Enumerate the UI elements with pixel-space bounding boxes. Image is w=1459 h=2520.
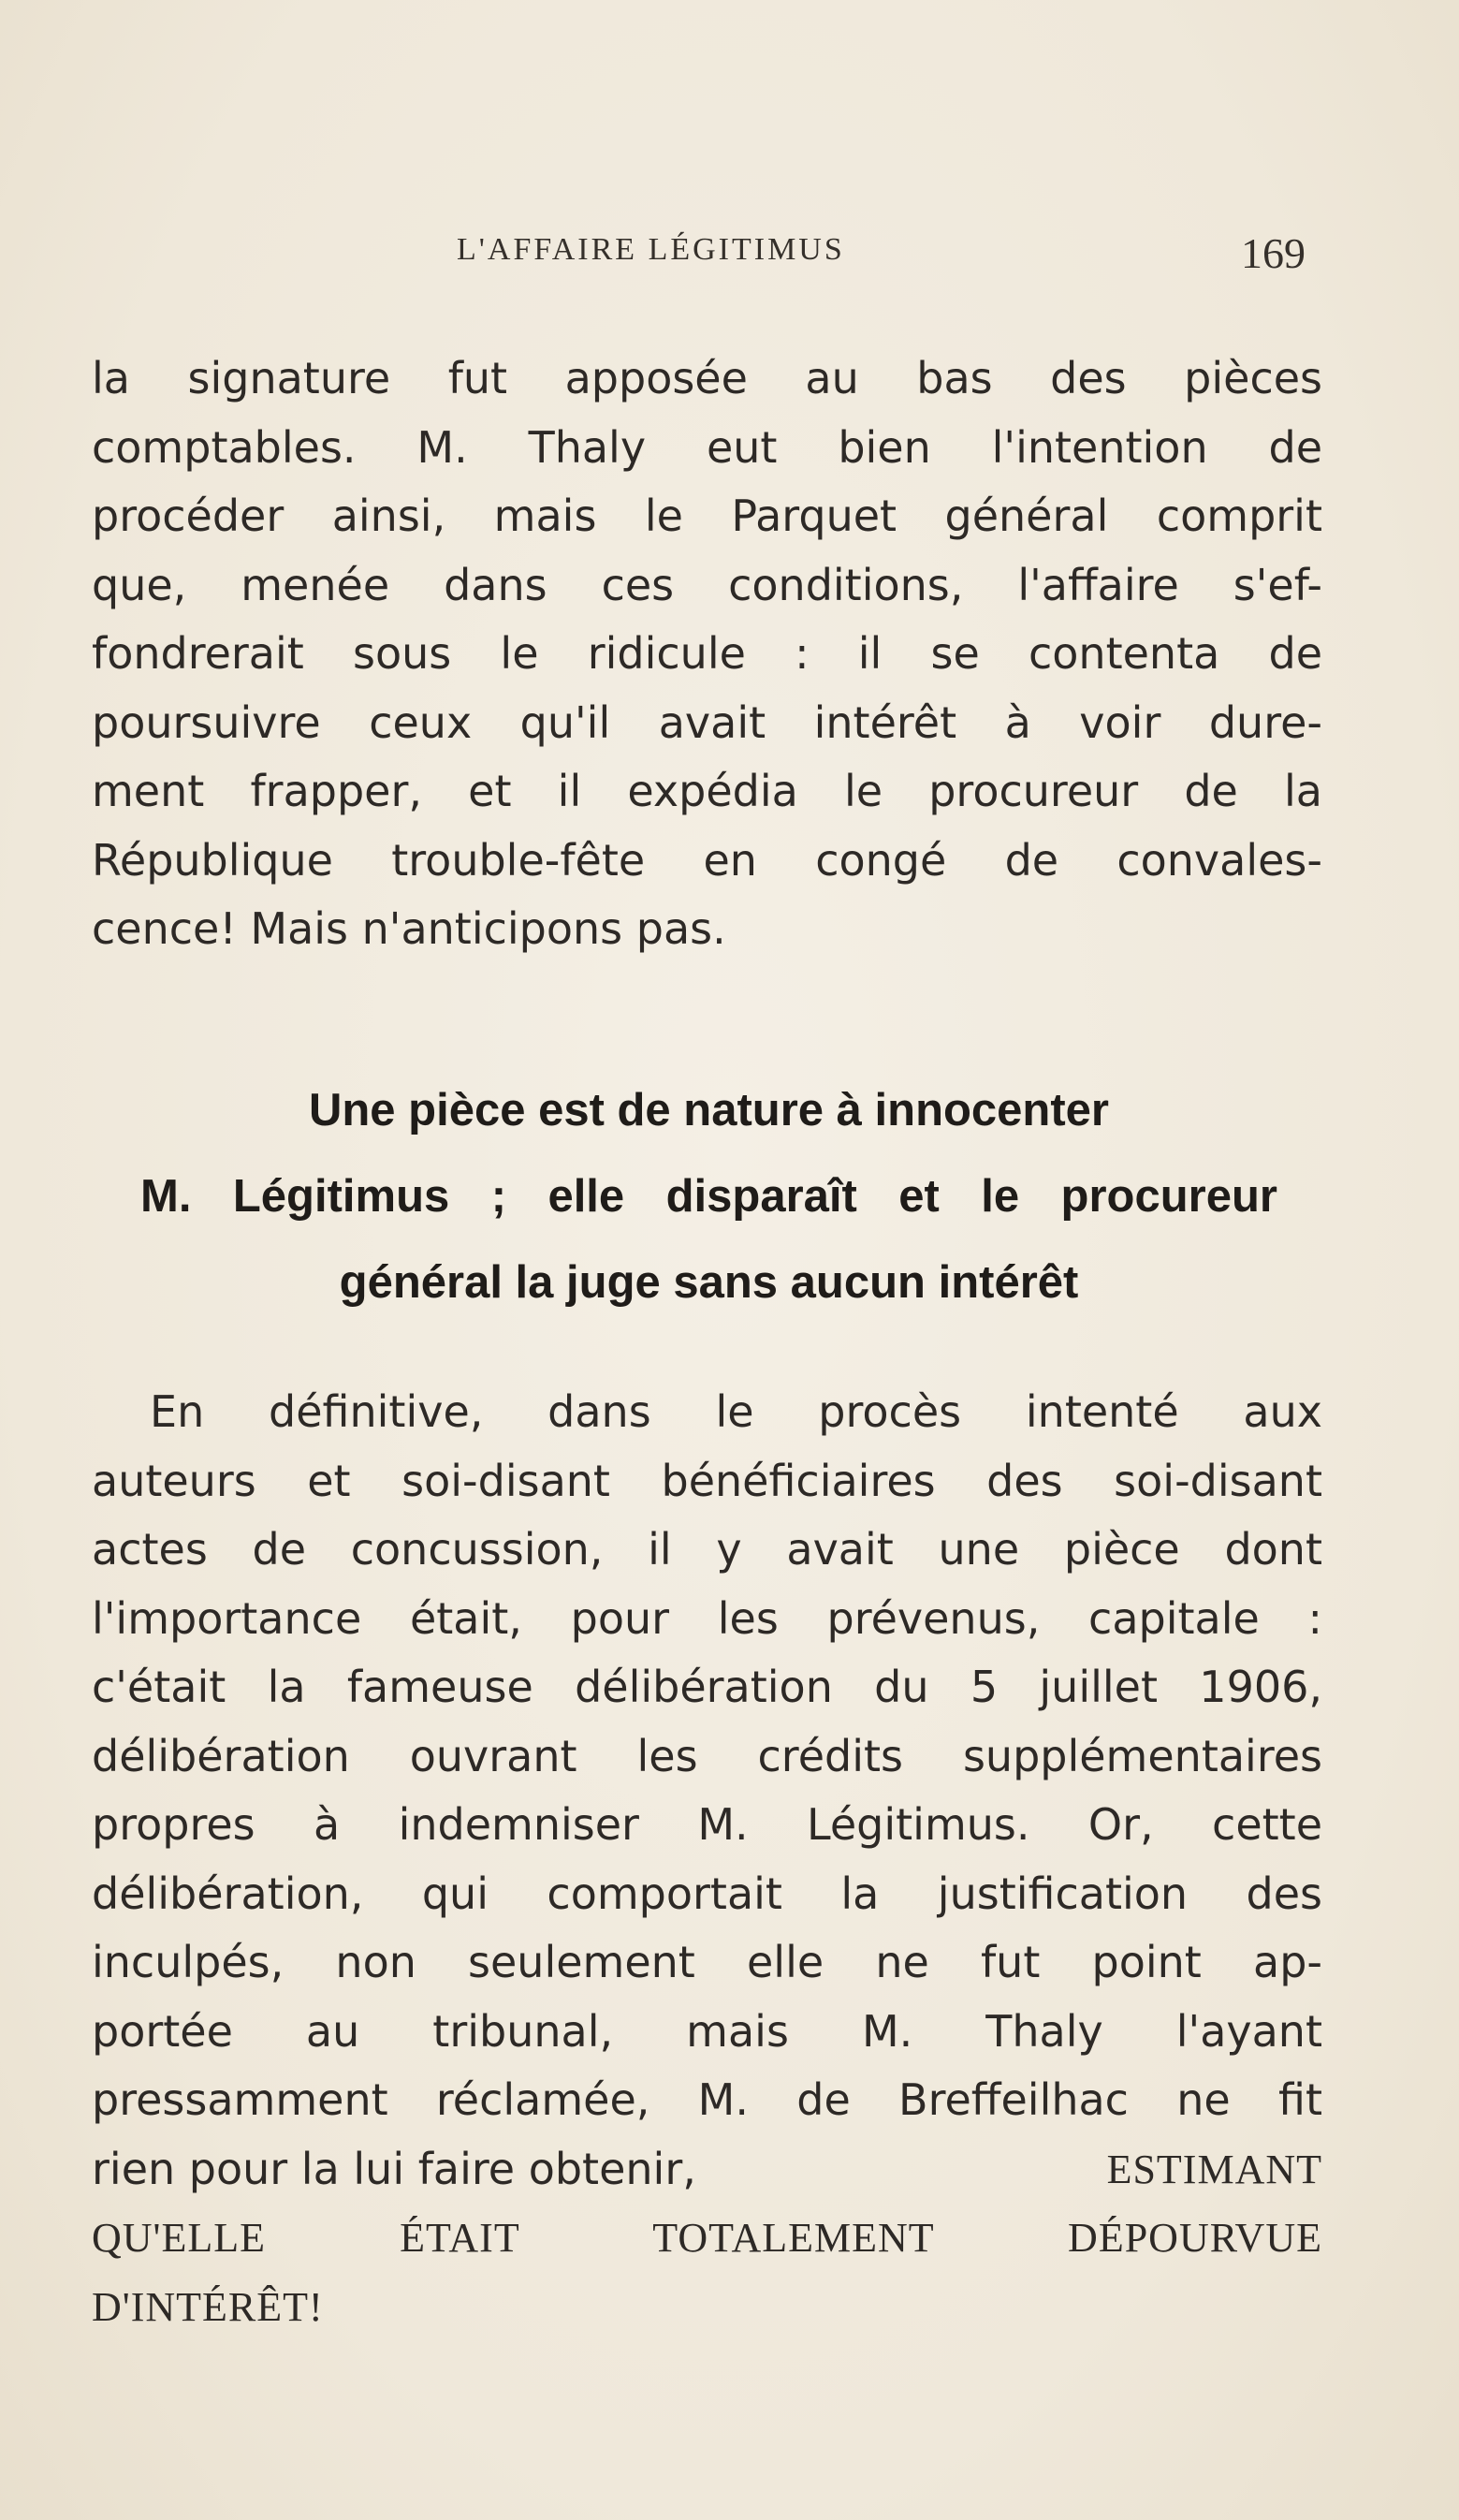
text-line: poursuivre ceux qu'il avait intérêt à voir dure-	[92, 696, 1322, 748]
text-line: ment frapper, et il expédia le procureur de la	[92, 766, 1322, 816]
text-line: comptables. M. Thaly eut bien l'intention de	[92, 421, 1322, 473]
text-line: République trouble-fête en congé de convales-	[92, 834, 1322, 886]
text-line: délibération, qui comportait la justification des	[92, 1868, 1322, 1919]
text-line: propres à indemniser M. Légitimus. Or, cette	[92, 1799, 1322, 1850]
text-line: fondrerait sous le ridicule : il se contenta de	[92, 628, 1322, 679]
text-line: la signature fut apposée au bas des pièces	[92, 353, 1322, 403]
text-line: En définitive, dans le procès intenté aux	[150, 1386, 1322, 1437]
paragraph-2	[92, 1378, 1322, 2341]
text-line: actes de concussion, il y avait une pièce dont	[92, 1524, 1322, 1575]
page-number: 169	[1241, 229, 1306, 277]
heading-line: Une pièce est de nature à innocenter	[308, 1085, 1110, 1135]
text-fragment: rien pour la lui faire obtenir,	[92, 2143, 696, 2194]
paragraph-1	[92, 344, 1322, 964]
text-line: c'était la fameuse délibération du 5 juillet 1906,	[92, 1662, 1322, 1712]
heading-line: M. Légitimus ; elle disparaît et le procureur	[140, 1171, 1277, 1222]
text-line: portée au tribunal, mais M. Thaly l'ayant	[92, 2005, 1322, 2057]
text-line: pressamment réclamée, M. de Breffeilhac ne fit	[92, 2074, 1322, 2125]
running-title: L'AFFAIRE LÉGITIMUS	[457, 232, 845, 267]
section-heading	[140, 1067, 1277, 1326]
text-line: procéder ainsi, mais le Parquet général comprit	[92, 491, 1322, 541]
text-line: cence! Mais n'anticipons pas.	[92, 903, 726, 954]
smallcaps-emphasis: ESTIMANT	[1106, 2146, 1322, 2192]
text-line: l'importance était, pour les prévenus, capitale :	[92, 1592, 1322, 1644]
heading-line: général la juge sans aucun intérêt	[339, 1257, 1079, 1308]
smallcaps-line: D'INTÉRÊT!	[92, 2283, 324, 2330]
text-line: auteurs et soi-disant bénéficiaires des soi-disant	[92, 1455, 1322, 1506]
text-line: que, menée dans ces conditions, l'affaire s'ef-	[92, 559, 1322, 610]
text-line: inculpés, non seulement elle ne fut point ap-	[92, 1937, 1322, 1987]
smallcaps-line: QU'ELLE ÉTAIT TOTALEMENT DÉPOURVUE	[92, 2215, 1322, 2261]
text-line-with-emphasis	[92, 2135, 1322, 2205]
text-line: délibération ouvrant les crédits supplémentaires	[92, 1730, 1322, 1781]
